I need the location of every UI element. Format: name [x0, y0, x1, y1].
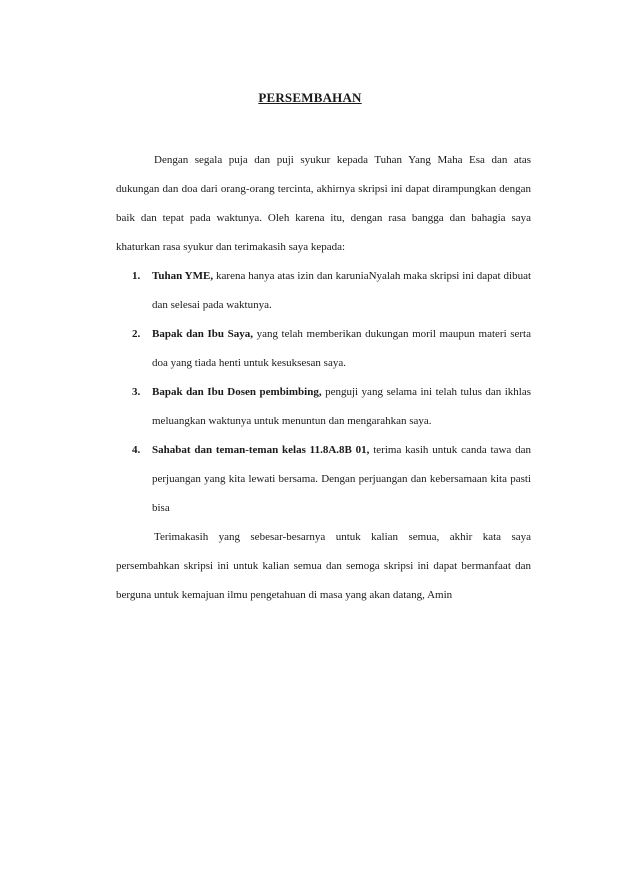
list-item-number: 2. — [132, 328, 141, 340]
document-body — [116, 146, 531, 610]
list-item-text: terima kasih untuk canda tawa dan perjuangan yang kita lewati bersama. Dengan perjuangan dan kebersamaan kita pasti bisa — [152, 444, 531, 514]
intro-paragraph: Dengan segala puja dan puji syukur kepada Tuhan Yang Maha Esa dan atas dukungan dan doa dari orang-orang tercinta, akhirnya skripsi ini dapat dirampungkan dengan baik dan tepat pada waktunya. Oleh karena itu, dengan rasa bangga dan bahagia saya khaturkan rasa syukur dan terimakasih saya kepada: — [116, 154, 531, 253]
list-item-text: yang telah memberikan dukungan moril maupun materi serta doa yang tiada henti untuk kesuksesan saya. — [152, 328, 531, 369]
page-title: PERSEMBAHAN — [258, 90, 362, 105]
list-item-number: 3. — [132, 386, 141, 398]
closing-paragraph: Terimakasih yang sebesar-besarnya untuk kalian semua, akhir kata saya persembahkan skripsi ini untuk kalian semua dan semoga skripsi ini dapat bermanfaat dan berguna untuk kemajuan ilmu pengetahuan di masa yang akan datang, Amin — [116, 531, 531, 601]
list-item-bold: Tuhan YME, — [152, 270, 214, 282]
list-item-bold: Bapak dan Ibu Dosen pembimbing, — [152, 386, 322, 398]
list-item-number: 4. — [132, 444, 141, 456]
list-item-bold: Sahabat dan teman-teman kelas 11.8A.8B 01, — [152, 444, 370, 456]
list-item-text: penguji yang selama ini telah tulus dan ikhlas meluangkan waktunya untuk menuntun dan mengarahkan saya. — [152, 386, 531, 427]
list-item — [116, 262, 531, 320]
list-item-number: 1. — [132, 270, 141, 282]
list-item — [116, 378, 531, 436]
list-item-text: karena hanya atas izin dan karuniaNyalah maka skripsi ini dapat dibuat dan selesai pada waktunya. — [152, 270, 532, 311]
list-item-bold: Bapak dan Ibu Saya, — [152, 328, 253, 340]
list-item — [116, 320, 531, 378]
list-item — [116, 436, 531, 523]
dedication-list — [116, 262, 531, 523]
